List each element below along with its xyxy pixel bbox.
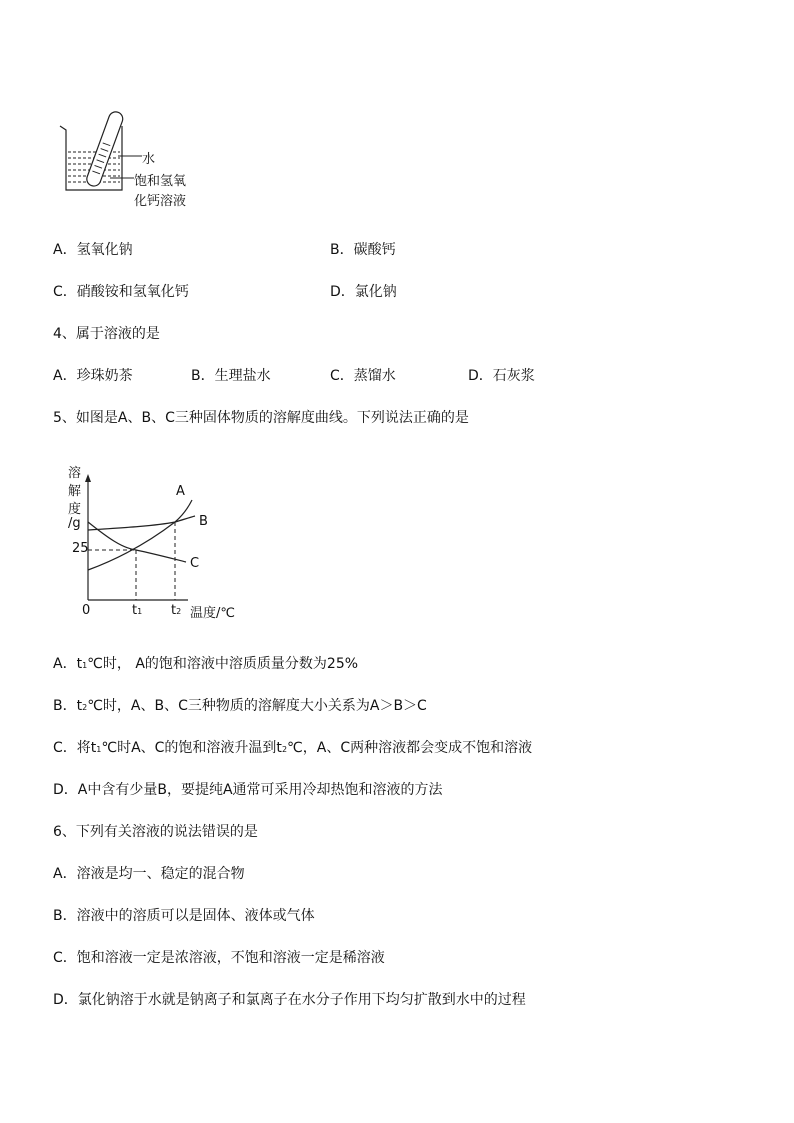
beaker-figure: [56, 104, 206, 214]
origin-label: 0: [82, 603, 91, 618]
y-axis-arrow: [85, 474, 91, 482]
x-tick-t2: t2: [171, 603, 182, 618]
x-axis-label: 温度/℃: [190, 606, 235, 621]
q6-option-a: A．溶液是均一、稳定的混合物: [53, 866, 245, 882]
q5-option-a: A．t1℃时， A的饱和溶液中溶质质量分数为25%: [53, 656, 359, 672]
q5-option-c: C．将t1℃时A、C的饱和溶液升温到t2℃，A、C两种溶液都会变成不饱和溶液: [53, 740, 533, 756]
curve-c-label: C: [190, 556, 200, 571]
solution-label-line1: 饱和氢氧: [134, 174, 187, 189]
q4-option-d: D．石灰浆: [468, 368, 535, 384]
y-label-3: 度: [68, 502, 82, 517]
solubility-chart: [60, 460, 250, 625]
curve-b-label: B: [199, 514, 208, 529]
q4-option-a: A．珍珠奶茶: [53, 368, 133, 384]
y-label-4: /g: [68, 516, 81, 531]
q5-option-d: D．A中含有少量B，要提纯A通常可采用冷却热饱和溶液的方法: [53, 782, 443, 798]
y-label-1: 溶: [68, 466, 82, 481]
q6-option-d: D．氯化钠溶于水就是钠离子和氯离子在水分子作用下均匀扩散到水中的过程: [53, 992, 526, 1008]
solution-label-line2: 化钙溶液: [134, 194, 187, 209]
q5-option-b: B．t2℃时，A、B、C三种物质的溶解度大小关系为A＞B＞C: [53, 698, 427, 714]
q6-option-b: B．溶液中的溶质可以是固体、液体或气体: [53, 908, 315, 924]
y-tick-25: 25: [72, 541, 89, 556]
curve-c: [88, 522, 186, 562]
x-tick-t1: t1: [132, 603, 143, 618]
q4-option-c: C．蒸馏水: [330, 368, 396, 384]
y-label-2: 解: [68, 484, 82, 499]
q3-option-d: D．氯化钠: [330, 284, 397, 300]
water-label: 水: [142, 152, 156, 167]
q4-option-b: B．生理盐水: [191, 368, 271, 384]
q3-option-a: A．氢氧化钠: [53, 242, 133, 258]
q4-stem: 4、属于溶液的是: [53, 326, 160, 342]
q6-stem: 6、下列有关溶液的说法错误的是: [53, 824, 258, 840]
q3-option-c: C．硝酸铵和氢氧化钙: [53, 284, 189, 300]
q3-option-b: B．碳酸钙: [330, 242, 396, 258]
curve-a-label: A: [176, 484, 185, 499]
q6-option-c: C．饱和溶液一定是浓溶液，不饱和溶液一定是稀溶液: [53, 950, 385, 966]
q5-stem: 5、如图是A、B、C三种固体物质的溶解度曲线。下列说法正确的是: [53, 410, 469, 426]
